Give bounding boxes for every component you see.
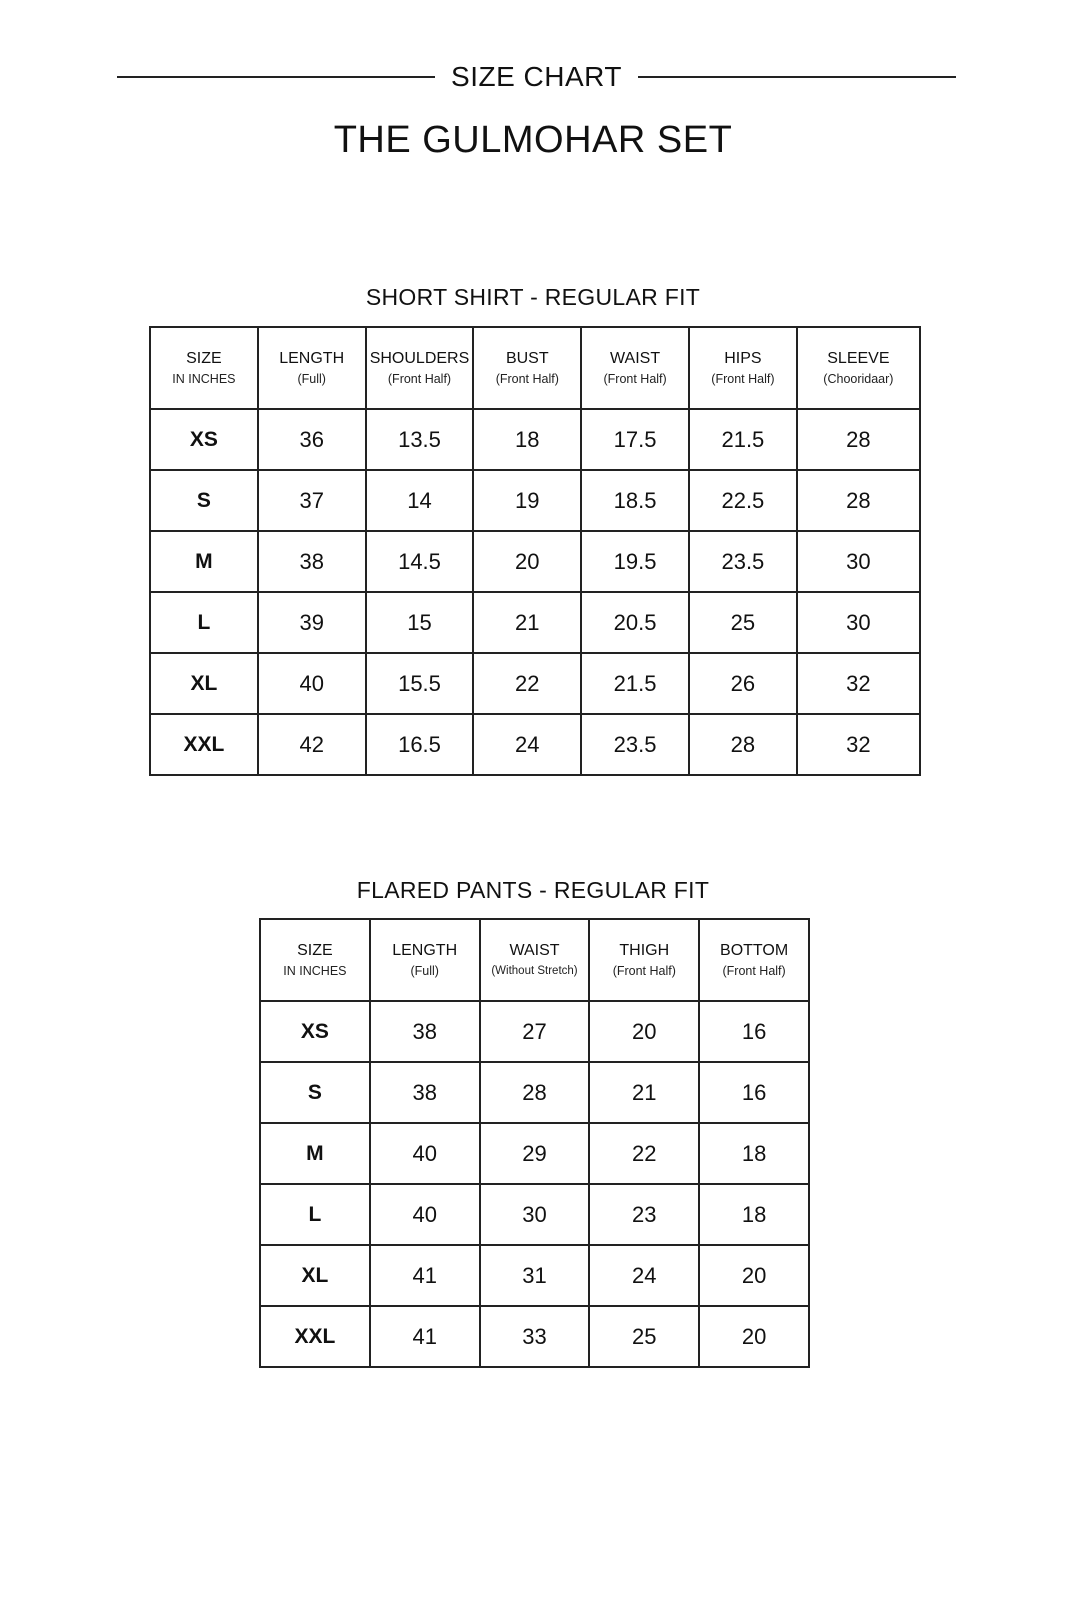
value-cell: 20	[473, 531, 581, 592]
column-header-thigh	[589, 919, 699, 1001]
title-divider-left	[117, 76, 435, 78]
header-label: WAIST	[509, 942, 560, 959]
value-cell: 18	[473, 409, 581, 470]
value-cell: 21.5	[581, 653, 689, 714]
value-cell: 39	[258, 592, 366, 653]
value-cell: 41	[370, 1306, 480, 1367]
value-cell: 42	[258, 714, 366, 775]
header-label: LENGTH	[392, 942, 458, 959]
value-cell: 28	[797, 470, 920, 531]
size-cell: XXL	[260, 1306, 370, 1367]
header-sublabel: (Chooridaar)	[823, 372, 894, 386]
table-row	[260, 1062, 809, 1123]
header-label: HIPS	[724, 350, 762, 367]
value-cell: 16.5	[366, 714, 474, 775]
value-cell: 20	[699, 1245, 809, 1306]
size-cell: S	[260, 1062, 370, 1123]
value-cell: 14	[366, 470, 474, 531]
header-sublabel: (Without Stretch)	[491, 965, 578, 977]
header-sublabel: (Front Half)	[495, 372, 559, 386]
header-sublabel: (Front Half)	[387, 372, 452, 386]
value-cell: 24	[473, 714, 581, 775]
value-cell: 15	[366, 592, 474, 653]
value-cell: 20.5	[581, 592, 689, 653]
size-cell: XL	[260, 1245, 370, 1306]
header-label: SIZE	[186, 350, 222, 367]
column-header-size	[150, 327, 258, 409]
value-cell: 38	[258, 531, 366, 592]
value-cell: 28	[689, 714, 797, 775]
table-row	[260, 1123, 809, 1184]
column-header-waist	[581, 327, 689, 409]
value-cell: 21.5	[689, 409, 797, 470]
value-cell: 17.5	[581, 409, 689, 470]
table-row	[150, 592, 920, 653]
value-cell: 23	[589, 1184, 699, 1245]
size-cell: XS	[150, 409, 258, 470]
column-header-hips	[689, 327, 797, 409]
value-cell: 40	[370, 1184, 480, 1245]
size-cell: XS	[260, 1001, 370, 1062]
header-label: BOTTOM	[720, 942, 789, 959]
header-sublabel: IN INCHES	[172, 372, 236, 386]
value-cell: 32	[797, 653, 920, 714]
table-row	[260, 1245, 809, 1306]
value-cell: 21	[589, 1062, 699, 1123]
table-row	[260, 1001, 809, 1062]
header-sublabel: (Front Half)	[612, 964, 676, 978]
value-cell: 19	[473, 470, 581, 531]
value-cell: 14.5	[366, 531, 474, 592]
value-cell: 28	[480, 1062, 590, 1123]
page-title: THE GULMOHAR SET	[333, 119, 733, 161]
value-cell: 38	[370, 1062, 480, 1123]
size-chart-label: SIZE CHART	[451, 61, 622, 92]
table-header-row	[260, 919, 809, 1001]
value-cell: 22	[473, 653, 581, 714]
header-sublabel: (Front Half)	[711, 372, 775, 386]
column-header-size	[260, 919, 370, 1001]
value-cell: 26	[689, 653, 797, 714]
size-cell: XL	[150, 653, 258, 714]
header-sublabel: (Front Half)	[603, 372, 667, 386]
value-cell: 28	[797, 409, 920, 470]
value-cell: 22	[589, 1123, 699, 1184]
value-cell: 38	[370, 1001, 480, 1062]
column-header-bottom	[699, 919, 809, 1001]
value-cell: 31	[480, 1245, 590, 1306]
size-cell: L	[260, 1184, 370, 1245]
value-cell: 20	[699, 1306, 809, 1367]
title-divider-right	[638, 76, 956, 78]
value-cell: 40	[258, 653, 366, 714]
column-header-shoulders	[366, 327, 474, 409]
pants-section-title: FLARED PANTS - REGULAR FIT	[356, 877, 710, 903]
value-cell: 13.5	[366, 409, 474, 470]
value-cell: 18	[699, 1123, 809, 1184]
header-sublabel: IN INCHES	[283, 964, 347, 978]
value-cell: 25	[589, 1306, 699, 1367]
header-sublabel: (Full)	[410, 964, 439, 978]
value-cell: 33	[480, 1306, 590, 1367]
value-cell: 25	[689, 592, 797, 653]
size-cell: L	[150, 592, 258, 653]
value-cell: 29	[480, 1123, 590, 1184]
value-cell: 30	[480, 1184, 590, 1245]
value-cell: 18	[699, 1184, 809, 1245]
value-cell: 20	[589, 1001, 699, 1062]
shirt-size-table	[149, 326, 921, 776]
value-cell: 16	[699, 1001, 809, 1062]
value-cell: 32	[797, 714, 920, 775]
table-row	[150, 531, 920, 592]
value-cell: 16	[699, 1062, 809, 1123]
header-label: THIGH	[619, 942, 670, 959]
value-cell: 37	[258, 470, 366, 531]
shirt-section-title: SHORT SHIRT - REGULAR FIT	[365, 284, 701, 310]
header-label: SLEEVE	[827, 350, 890, 367]
pants-size-table	[259, 918, 810, 1368]
table-row	[260, 1184, 809, 1245]
table-row	[150, 470, 920, 531]
value-cell: 36	[258, 409, 366, 470]
value-cell: 21	[473, 592, 581, 653]
column-header-length	[258, 327, 366, 409]
header-label: SHOULDERS	[369, 350, 470, 367]
header-label: WAIST	[610, 350, 661, 367]
size-cell: M	[260, 1123, 370, 1184]
header-sublabel: (Front Half)	[722, 964, 786, 978]
value-cell: 22.5	[689, 470, 797, 531]
table-row	[260, 1306, 809, 1367]
table-row	[150, 409, 920, 470]
value-cell: 19.5	[581, 531, 689, 592]
header-label: LENGTH	[279, 350, 345, 367]
value-cell: 30	[797, 592, 920, 653]
column-header-sleeve	[797, 327, 920, 409]
value-cell: 23.5	[689, 531, 797, 592]
size-cell: M	[150, 531, 258, 592]
size-cell: XXL	[150, 714, 258, 775]
value-cell: 30	[797, 531, 920, 592]
value-cell: 41	[370, 1245, 480, 1306]
header-label: BUST	[505, 350, 549, 367]
value-cell: 40	[370, 1123, 480, 1184]
value-cell: 23.5	[581, 714, 689, 775]
size-cell: S	[150, 470, 258, 531]
table-row	[150, 653, 920, 714]
column-header-length	[370, 919, 480, 1001]
value-cell: 18.5	[581, 470, 689, 531]
column-header-waist	[480, 919, 590, 1001]
header-label: SIZE	[297, 942, 333, 959]
value-cell: 27	[480, 1001, 590, 1062]
table-row	[150, 714, 920, 775]
column-header-bust	[473, 327, 581, 409]
header-sublabel: (Full)	[297, 372, 326, 386]
value-cell: 15.5	[366, 653, 474, 714]
value-cell: 24	[589, 1245, 699, 1306]
table-header-row	[150, 327, 920, 409]
